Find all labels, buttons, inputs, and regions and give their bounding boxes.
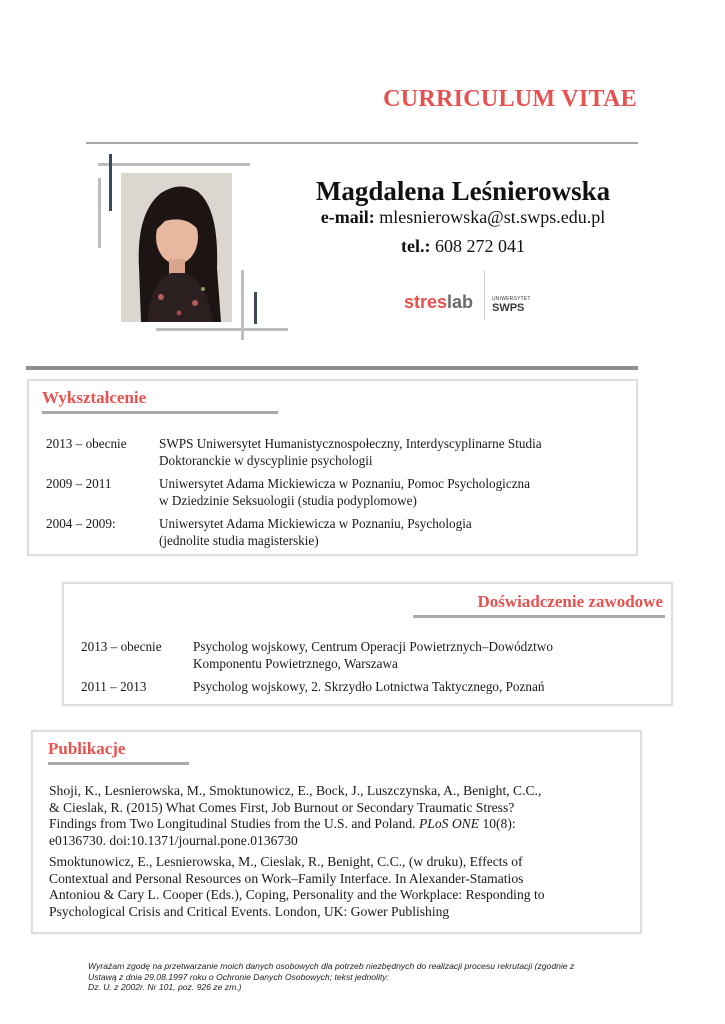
consent-line: Ustawą z dnia 29.08.1997 roku o Ochronie Danych Osobowych; tekst jednolity: bbox=[88, 971, 389, 982]
streslab-logo-part2: lab bbox=[447, 292, 474, 312]
publication-text: Findings from Two Longitudinal Studies from the U.S. and Poland. bbox=[49, 816, 416, 831]
education-date: 2013 – obecnie bbox=[46, 436, 127, 451]
publication-line: & Cieslak, R. (2015) What Comes First, Job Burnout or Secondary Traumatic Stress? bbox=[49, 799, 515, 815]
consent-line: Dz. U. z 2002r. Nr 101, poz. 926 ze zm.) bbox=[88, 982, 242, 993]
photo-frame-line-bottom bbox=[156, 328, 288, 331]
photo-frame-line-left bbox=[98, 178, 101, 248]
experience-title-underline bbox=[413, 615, 665, 618]
education-line2: w Dziedzinie Seksuologii (studia podyplomowe) bbox=[159, 493, 417, 508]
experience-title: Doświadczenie zawodowe bbox=[477, 592, 663, 611]
photo-frame-line-right bbox=[241, 270, 244, 340]
logo-divider bbox=[484, 270, 485, 320]
cv-title: CURRICULUM VITAE bbox=[383, 86, 637, 112]
publication-line: Antoniou & Cary L. Cooper (Eds.), Coping, Personality and the Workplace: Responding to bbox=[49, 887, 545, 902]
consent-line: Wyrażam zgodę na przetwarzanie moich danych osobowych dla potrzeb niezbędnych do realizacji procesu rekrutacji (zgodnie z bbox=[88, 961, 575, 971]
publication-line: Psychological Crisis and Critical Events. London, UK: Gower Publishing bbox=[49, 903, 450, 919]
full-name: Magdalena Leśnierowska bbox=[315, 176, 611, 206]
publication-item bbox=[49, 783, 634, 849]
publication-line: Smoktunowicz, E., Lesnierowska, M., Cieslak, R., Benight, C.C., (w druku), Effects of bbox=[49, 854, 523, 869]
consent-clause bbox=[88, 961, 648, 993]
photo-frame-accent-left bbox=[109, 154, 112, 211]
experience-line1: Psycholog wojskowy, 2. Skrzydło Lotnictwa Taktycznego, Poznań bbox=[193, 679, 545, 694]
journal-name: PLoS ONE bbox=[418, 816, 480, 831]
education-line2: Doktoranckie w dyscyplinie psychologii bbox=[159, 453, 373, 468]
education-desc bbox=[159, 435, 542, 469]
phone-number: 608 272 041 bbox=[434, 236, 525, 256]
education-line1: Uniwersytet Adama Mickiewicza w Poznaniu, Psychologia bbox=[159, 516, 472, 531]
education-title: Wykształcenie bbox=[42, 388, 147, 407]
portrait-image bbox=[121, 173, 232, 322]
photo-frame-line-top bbox=[98, 163, 250, 166]
publication-doi: e0136730. doi:10.1371/journal.pone.0136730 bbox=[49, 832, 298, 848]
publication-text: 10(8): bbox=[482, 816, 516, 831]
publication-line bbox=[49, 816, 634, 833]
email-label: e-mail: bbox=[320, 207, 375, 227]
experience-line2: Komponentu Powietrznego, Warszawa bbox=[193, 656, 398, 671]
phone-line bbox=[283, 236, 643, 257]
experience-line1: Psycholog wojskowy, Centrum Operacji Powietrznych–Dowództwo bbox=[193, 639, 553, 654]
profile-photo bbox=[121, 173, 232, 322]
swps-logo bbox=[492, 296, 531, 314]
email-line bbox=[283, 207, 643, 228]
streslab-logo bbox=[404, 292, 473, 313]
education-item bbox=[46, 515, 626, 549]
section-divider bbox=[26, 366, 638, 370]
publication-item bbox=[49, 854, 634, 920]
photo-frame-accent-right bbox=[254, 292, 257, 324]
experience-date: 2011 – 2013 bbox=[81, 679, 147, 694]
education-section bbox=[27, 379, 638, 556]
swps-logo-small: UNIWERSYTET bbox=[492, 296, 531, 302]
education-item bbox=[46, 475, 626, 509]
header-divider bbox=[86, 142, 638, 144]
publications-title: Publikacje bbox=[48, 739, 126, 758]
publication-line: Shoji, K., Lesnierowska, M., Smoktunowicz, E., Bock, J., Luszczynska, A., Benight, C.C., bbox=[49, 783, 542, 798]
education-line1: Uniwersytet Adama Mickiewicza w Poznaniu, Pomoc Psychologiczna bbox=[159, 476, 530, 491]
education-title-underline bbox=[42, 411, 278, 414]
education-line1: SWPS Uniwersytet Humanistycznospołeczny, Interdyscyplinarne Studia bbox=[159, 436, 542, 451]
education-desc bbox=[159, 515, 472, 549]
publications-title-underline bbox=[48, 762, 189, 765]
email-address[interactable]: mlesnierowska@st.swps.edu.pl bbox=[379, 207, 606, 227]
experience-desc bbox=[193, 678, 544, 695]
education-item bbox=[46, 435, 626, 469]
publication-line: Contextual and Personal Resources on Work–Family Interface. In Alexander-Stamatios bbox=[49, 870, 524, 886]
experience-desc bbox=[193, 638, 553, 672]
education-line2: (jednolite studia magisterskie) bbox=[159, 533, 319, 548]
experience-item bbox=[81, 638, 661, 672]
phone-label: tel.: bbox=[401, 236, 431, 256]
education-date: 2004 – 2009: bbox=[46, 516, 116, 531]
streslab-logo-part1: stres bbox=[404, 292, 448, 312]
education-desc bbox=[159, 475, 530, 509]
experience-section bbox=[62, 582, 673, 706]
swps-logo-big: SWPS bbox=[492, 302, 525, 314]
education-date: 2009 – 2011 bbox=[46, 476, 112, 491]
experience-item bbox=[81, 678, 661, 696]
experience-date: 2013 – obecnie bbox=[81, 639, 162, 654]
publications-section bbox=[31, 730, 642, 934]
